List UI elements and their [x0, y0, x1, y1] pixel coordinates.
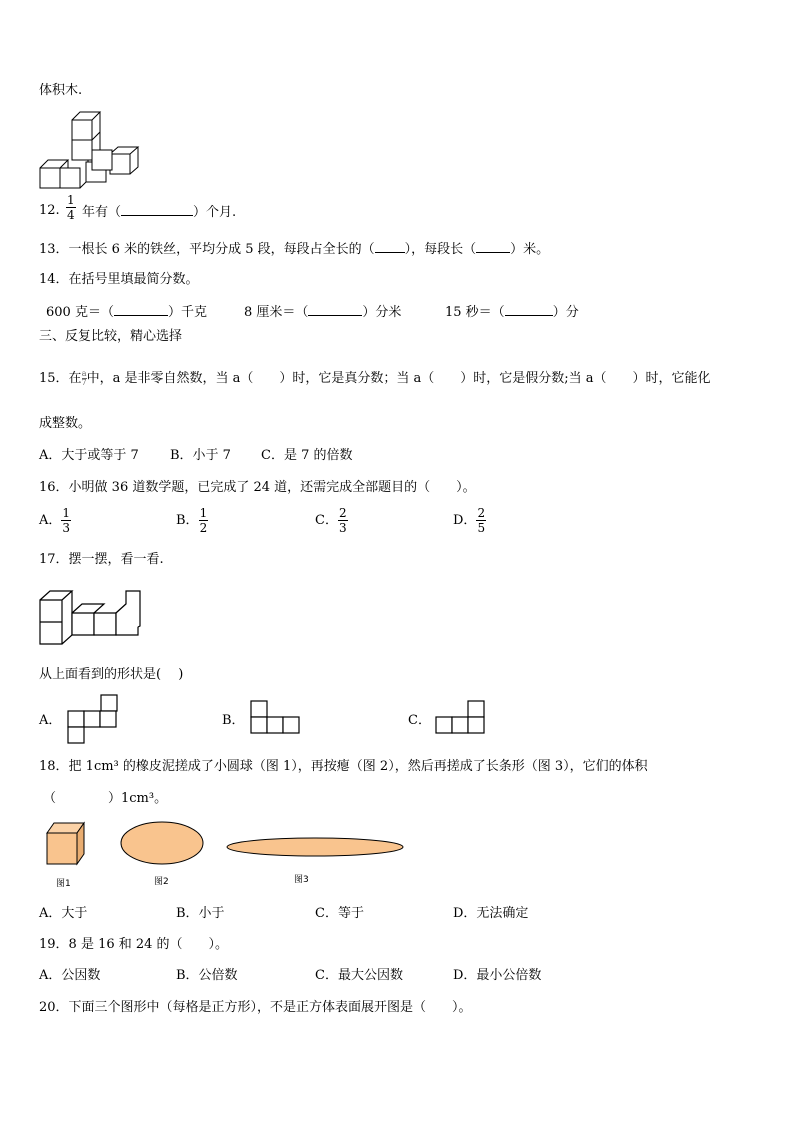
- q14-item-2-before: 8 厘米＝（: [244, 305, 309, 320]
- q12-fraction: [66, 193, 76, 222]
- q14-item-3-after: ）分: [552, 305, 579, 320]
- q13-blank-2[interactable]: [476, 240, 510, 253]
- q15-prefix: 15．在: [39, 371, 82, 386]
- q14-blank-1[interactable]: [114, 303, 168, 316]
- q18-figure-1-cube: [44, 820, 86, 866]
- q17-option-a-figure: [67, 694, 119, 746]
- q16-option-a[interactable]: [39, 506, 71, 535]
- q19-text: 19．8 是 16 和 24 的（ ）。: [39, 937, 229, 952]
- q16-option-c-num: 2: [338, 506, 347, 520]
- q14-item-1: [46, 303, 207, 321]
- q19-option-d[interactable]: D．最小公倍数: [453, 968, 542, 983]
- q16-option-b[interactable]: [176, 506, 208, 535]
- q16-option-c-label: C．: [315, 513, 338, 528]
- q12-text-after: ）个月.: [193, 205, 237, 220]
- q15-line2: 成整数。: [39, 416, 92, 431]
- q15-line1-text: 中，a 是非零自然数，当 a（ ）时，它是真分数；当 a（ ）时，它是假分数;当 a（ ）时，它能化: [86, 371, 711, 386]
- q16-option-c-den: 3: [338, 521, 347, 535]
- q17-option-c[interactable]: C．: [408, 713, 431, 728]
- q14-item-2-after: ）分米: [362, 305, 402, 320]
- q16-option-a-num: 1: [62, 506, 71, 520]
- q14-item-3: [445, 303, 579, 321]
- q18-caption-2: 图2: [154, 877, 169, 887]
- q15-option-c[interactable]: C．是 7 的倍数: [261, 448, 353, 463]
- q16-option-b-label: B．: [176, 513, 199, 528]
- q16-option-d-label: D．: [453, 513, 477, 528]
- q12-frac-numerator: 1: [67, 193, 75, 207]
- q16-option-d-den: 5: [477, 521, 486, 535]
- q13-text1: 13．一根长 6 米的铁丝，平均分成 5 段，每段占全长的（: [39, 242, 375, 257]
- q15-option-b[interactable]: B．小于 7: [170, 448, 231, 463]
- q14-title: 14．在括号里填最简分数。: [39, 272, 199, 287]
- q15-line1: [39, 370, 711, 387]
- q17-option-a[interactable]: A．: [39, 713, 62, 728]
- q19-option-c[interactable]: C．最大公因数: [315, 968, 403, 983]
- q16-text: 16．小明做 36 道数学题，已完成了 24 道，还需完成全部题目的（ ）。: [39, 480, 476, 495]
- q12-frac-denominator: 4: [67, 208, 75, 222]
- q13: [39, 240, 549, 258]
- q14-blank-2[interactable]: [308, 303, 362, 316]
- q12-number: 12.: [39, 203, 60, 218]
- q18-option-d[interactable]: D．无法确定: [453, 906, 529, 921]
- q19-option-a[interactable]: A．公因数: [39, 968, 101, 983]
- q15-option-a[interactable]: A．大于或等于 7: [39, 448, 139, 463]
- q20-text: 20．下面三个图形中（每格是正方形），不是正方体表面展开图是（ ）。: [39, 1000, 472, 1015]
- q17-cube-arrangement-figure: [38, 588, 142, 648]
- q11-cube-stack-figure: [38, 110, 140, 190]
- q18-caption-1: 图1: [56, 879, 71, 889]
- q17-option-c-figure: [435, 700, 487, 736]
- q16-option-c[interactable]: [315, 506, 348, 535]
- q14-item-1-before: 600 克＝（: [46, 305, 114, 320]
- q15-frac-numerator: a: [81, 369, 87, 378]
- q17-question: 从上面看到的形状是( ): [39, 667, 184, 682]
- q16-option-b-den: 2: [199, 521, 208, 535]
- q18-caption-3: 图3: [294, 875, 309, 885]
- q18-line2: （ ）1cm³。: [43, 791, 168, 806]
- q16-option-a-label: A．: [39, 513, 62, 528]
- q14-item-1-after: ）千克: [167, 305, 207, 320]
- q14-item-3-before: 15 秒＝（: [445, 305, 505, 320]
- q17-option-b[interactable]: B．: [222, 713, 245, 728]
- q14-item-2: [244, 303, 401, 321]
- q13-text3: ）米。: [510, 242, 550, 257]
- q18-figure-2-flattened: [119, 820, 205, 866]
- q12-answer-blank[interactable]: [121, 203, 193, 216]
- q13-text2: ），每段长（: [404, 242, 477, 257]
- section-3-title: 三、反复比较，精心选择: [39, 329, 183, 344]
- q12-text-before: 年有（: [82, 205, 122, 220]
- q18-line1: 18．把 1cm³ 的橡皮泥搓成了小圆球（图 1），再按瘪（图 2），然后再搓成了长条形（图 3），它们的体积: [39, 759, 648, 774]
- q17-text: 17．摆一摆，看一看.: [39, 552, 164, 567]
- q14-blank-3[interactable]: [505, 303, 553, 316]
- q19-option-b[interactable]: B．公倍数: [176, 968, 238, 983]
- q16-option-d-num: 2: [477, 506, 486, 520]
- q18-option-b[interactable]: B．小于: [176, 906, 225, 921]
- q16-option-a-den: 3: [62, 521, 71, 535]
- q18-option-a[interactable]: A．大于: [39, 906, 88, 921]
- q16-option-d[interactable]: [453, 506, 486, 535]
- q18-option-c[interactable]: C．等于: [315, 906, 364, 921]
- q16-option-b-num: 1: [199, 506, 208, 520]
- q13-blank-1[interactable]: [375, 240, 405, 253]
- q18-figure-3-long-strip: [225, 836, 405, 858]
- q12-text: [82, 203, 236, 221]
- q11-tail: 体积木.: [39, 83, 83, 98]
- q17-option-b-figure: [250, 700, 302, 736]
- q15-frac-denominator: 7: [81, 378, 87, 387]
